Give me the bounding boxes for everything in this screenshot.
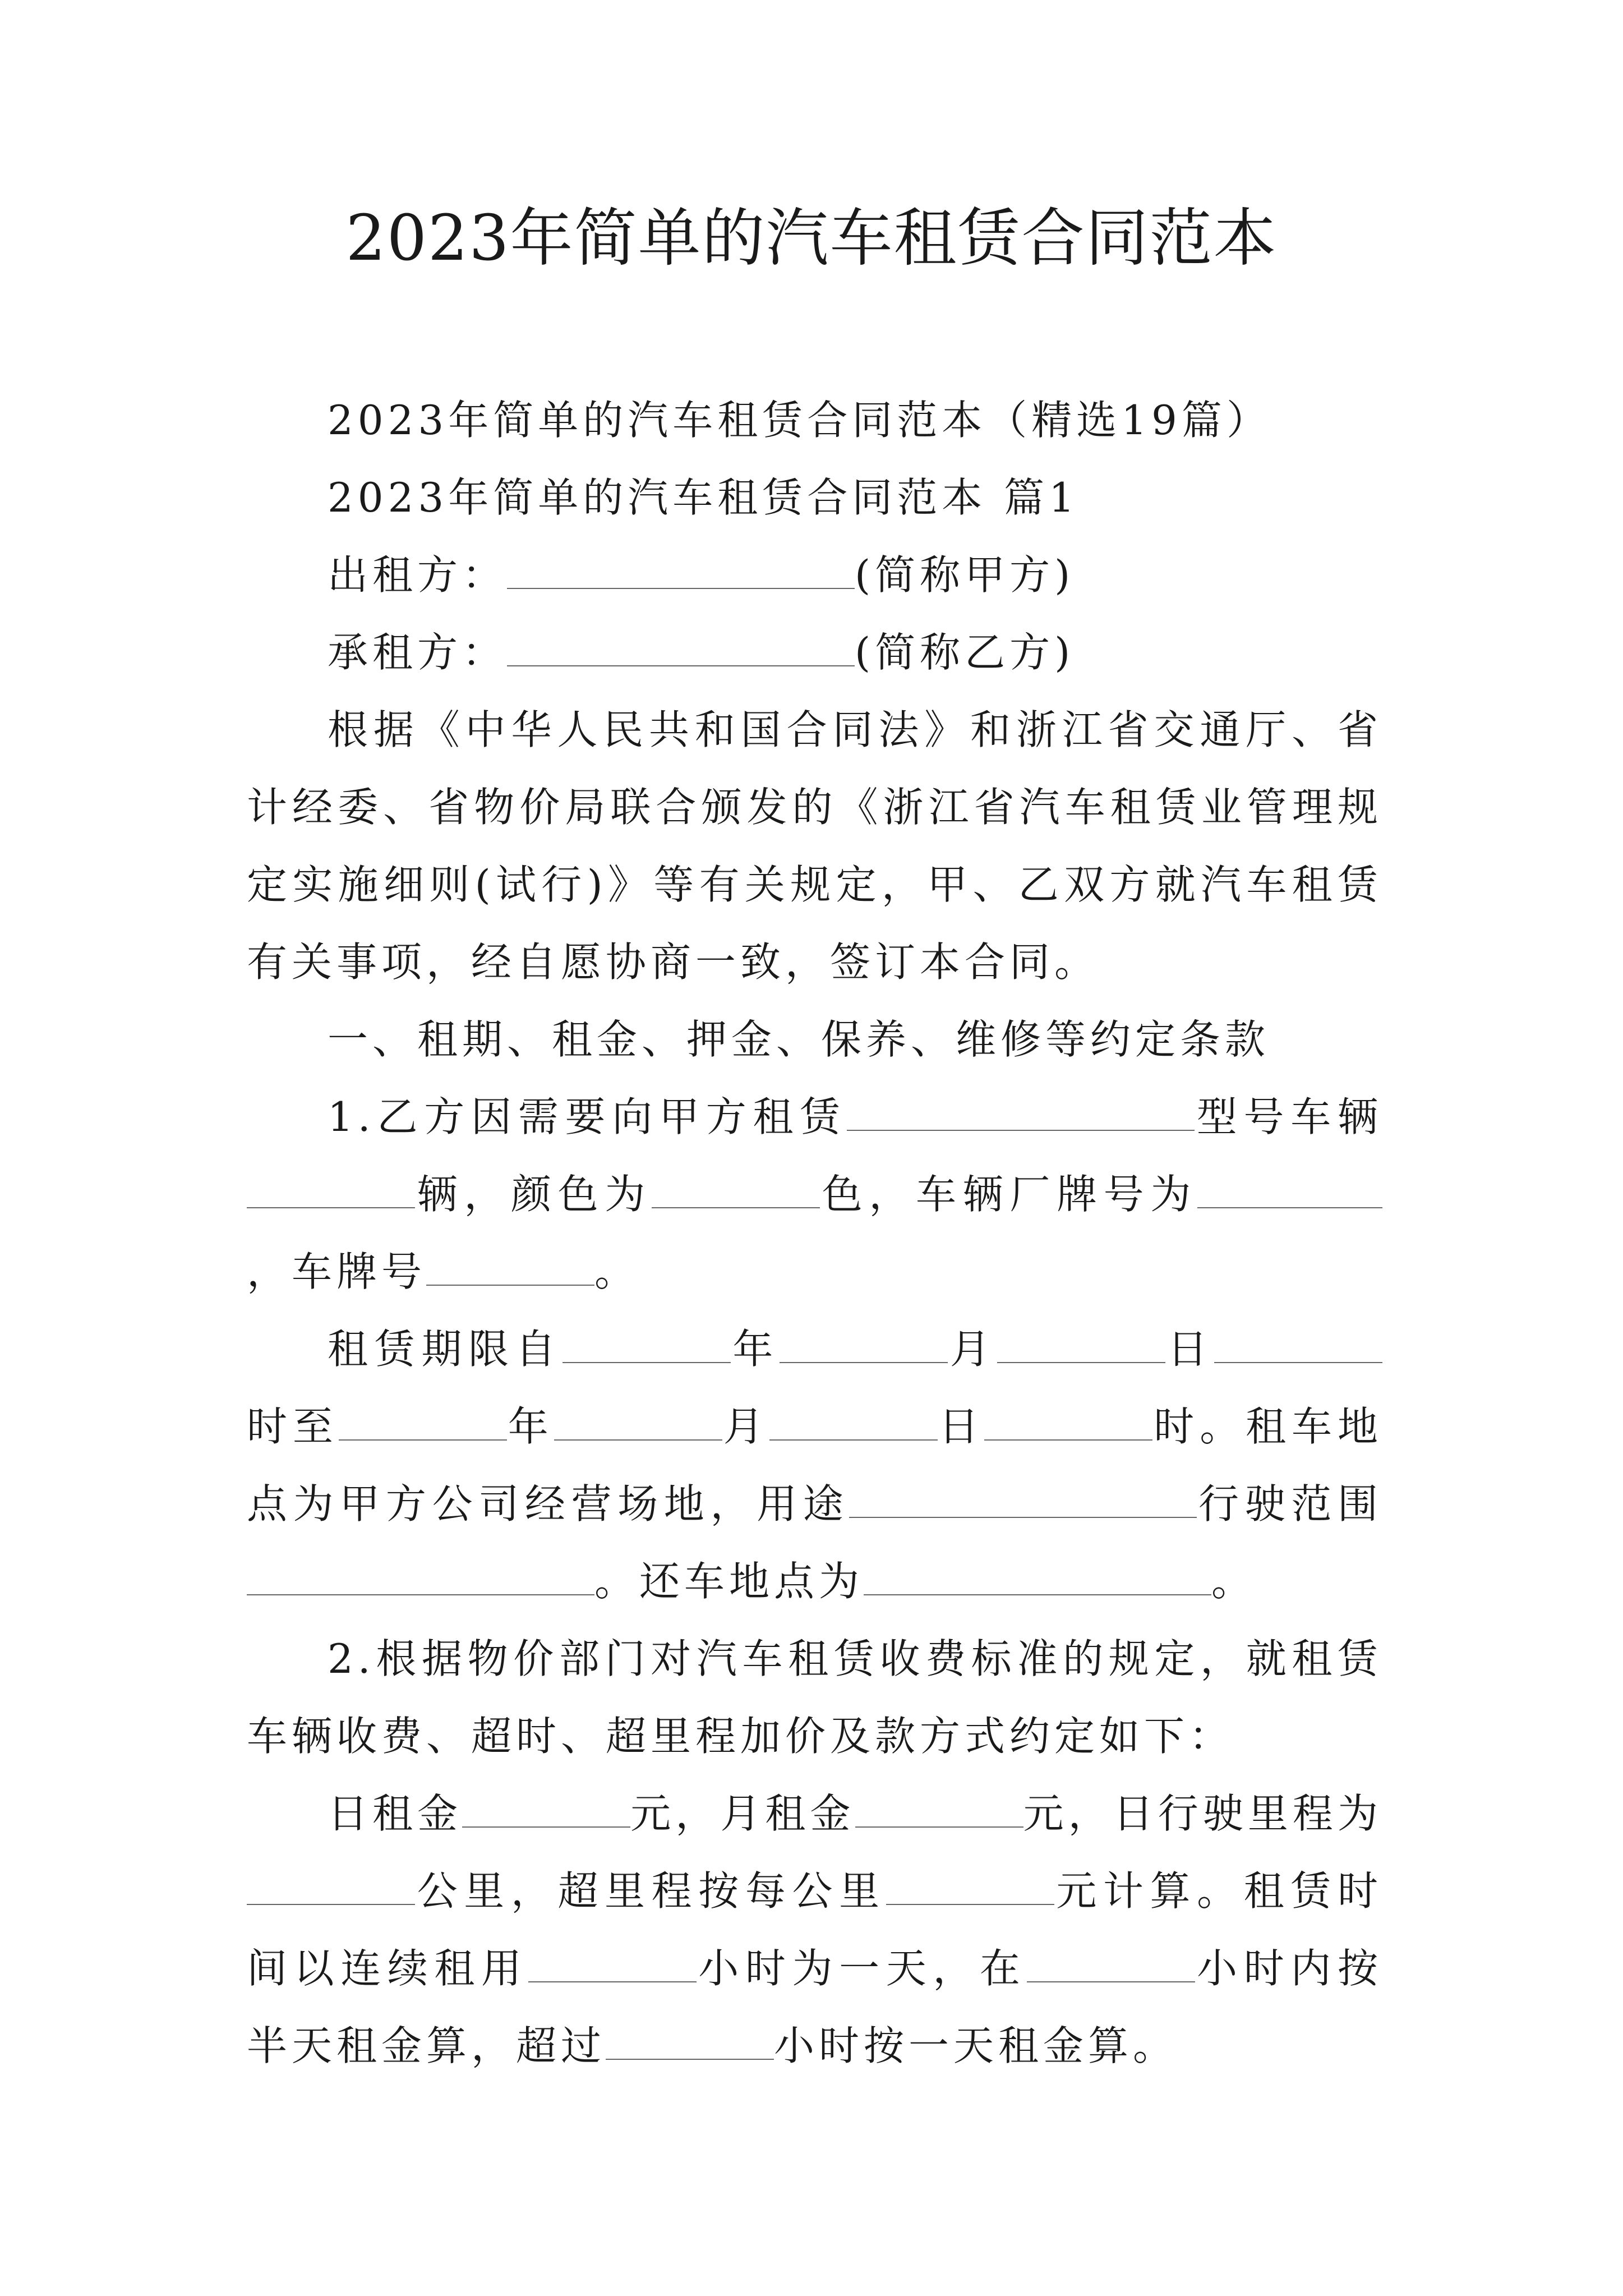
document-body [247,381,1382,2085]
intro-paragraph: 根据《中华人民共和国合同法》和浙江省交通厅、省计经委、省物价局联合颁发的《浙江省汽车租赁业管理规定实施细则(试行)》等有关规定，甲、乙双方就汽车租赁有关事项，经自愿协商一致，签订本合同。 [247,706,1382,986]
lessor-line [247,536,1382,614]
end-year-blank [339,1405,507,1441]
vehicle-model-blank [847,1095,1195,1131]
daily-rent-blank [462,1792,630,1828]
return-location-blank [864,1559,1211,1595]
lessor-blank [507,553,855,589]
document-title: 2023年简单的汽车租赁合同范本 [345,202,1278,275]
item-1-paragraph: 1.乙方因需要向甲方租赁 型号车辆辆，颜色为 色，车辆厂牌号为，车牌号 。 [247,1093,1382,1295]
fees-paragraph: 日租金 元，月租金 元，日行驶里程为公里，超里程按每公里 元计算。租赁时间以连续租用 小时为一天，在 小时内按半天租金算，超过 小时按一天租金算。 [247,1790,1382,2069]
item-2-paragraph: 2.根据物价部门对汽车租赁收费标准的规定，就租赁车辆收费、超时、超里程加价及款方式约定如下： [247,1635,1382,1760]
lessee-suffix: (简称乙方) [855,629,1075,676]
per-km-rate-blank [886,1869,1054,1905]
subtitle: 2023年简单的汽车租赁合同范本（精选19篇） [328,397,1271,444]
lessee-line [247,614,1382,691]
monthly-rent-blank [855,1792,1023,1828]
start-month-blank [780,1327,948,1363]
lessee-blank [507,631,855,666]
full-day-hours-blank [606,2024,774,2060]
lessor-suffix: (简称甲方) [855,551,1075,599]
end-hour-blank [984,1405,1152,1441]
start-year-blank [562,1327,731,1363]
driving-range-blank [247,1559,594,1595]
clause-heading: 一、租期、租金、押金、保养、维修等约定条款 [328,1016,1270,1063]
start-day-blank [997,1327,1165,1363]
end-day-blank [769,1405,938,1441]
start-hour-blank [1214,1327,1382,1363]
half-day-hours-blank [1027,1947,1195,1982]
section-heading: 2023年简单的汽车租赁合同范本 篇1 [328,474,1079,521]
daily-mileage-blank [247,1869,415,1905]
purpose-blank [849,1482,1197,1518]
end-month-blank [554,1405,722,1441]
lessor-label: 出租方： [328,551,508,599]
vehicle-brand-blank [1197,1172,1382,1208]
lease-period-paragraph: 租赁期限自 年 月 日时至 年 月 日 时。租车地点为甲方公司经营场地，用途 行驶范围。还车地点为 。 [247,1326,1382,1605]
vehicle-count-blank [247,1172,415,1208]
plate-number-blank [426,1250,594,1286]
hours-per-day-blank [528,1947,697,1982]
vehicle-color-blank [652,1172,820,1208]
lessee-label: 承租方： [328,629,508,676]
